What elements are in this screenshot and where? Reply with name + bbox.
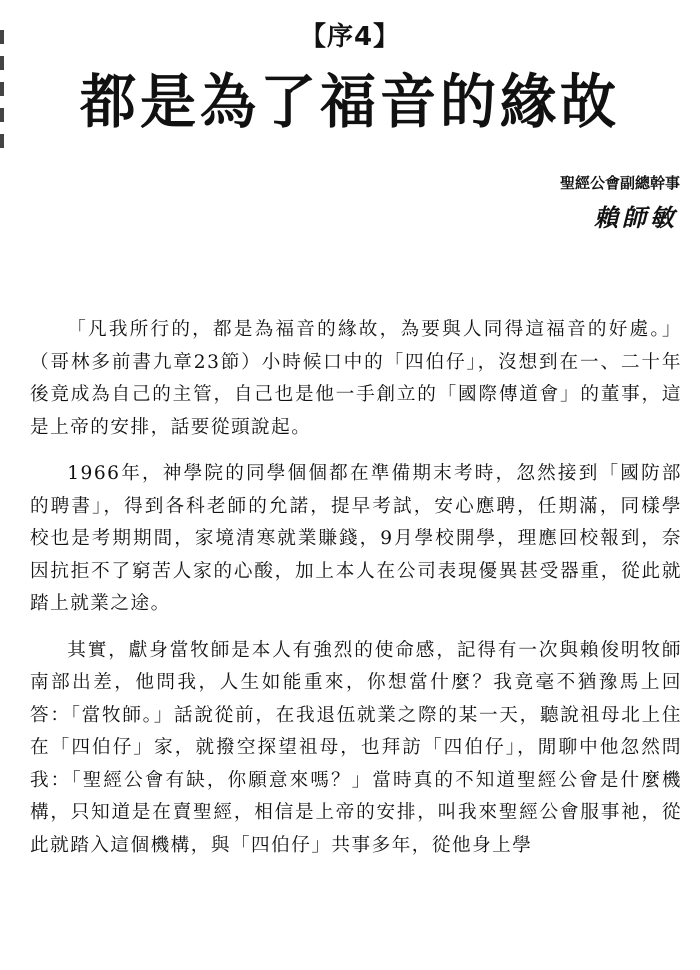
author-role: 聖經公會副總幹事 [559,174,680,192]
paragraph: 「凡我所行的，都是為福音的緣故，為要與人同得這福音的好處。」（哥林多前書九章23節）小時候口中的「四伯仔」，沒想到在一、二十年後竟成為自己的主管，自己也是他一手創立的「國際傳道會」的董事，這是上帝的安排，話要從頭說起。 [30,319,682,438]
page-title: 都是為了福音的緣故 [80,68,620,137]
author-name: 賴師敏 [594,203,678,232]
body-text [30,314,682,876]
paragraph: 1966年，神學院的同學個個都在準備期末考時，忽然接到「國防部的聘書」，得到各科老師的允諾，提早考試，安心應聘，任期滿，同樣學校也是考期期間，家境清寒就業賺錢，9月學校開學，理應回校報到，奈因抗拒不了窮苦人家的心酸，加上本人在公司表現優異甚受器重，從此就踏上就業之途。 [30,463,682,614]
section-label: 【序4】 [299,22,401,52]
paragraph: 其實，獻身當牧師是本人有強烈的使命感，記得有一次與賴俊明牧師南部出差，他問我，人生如能重來，你想當什麼？我竟毫不猶豫馬上回答：「當牧師。」話說從前，在我退伍就業之際的某一天，聽說祖母北上住在「四伯仔」家，就撥空探望祖母，也拜訪「四伯仔」，閒聊中他忽然問我：「聖經公會有缺，你願意來嗎？」當時真的不知道聖經公會是什麼機構，只知道是在賣聖經，相信是上帝的安排，叫我來聖經公會服事祂，從此就踏入這個機構，與「四伯仔」共事多年，從他身上學 [30,639,682,856]
